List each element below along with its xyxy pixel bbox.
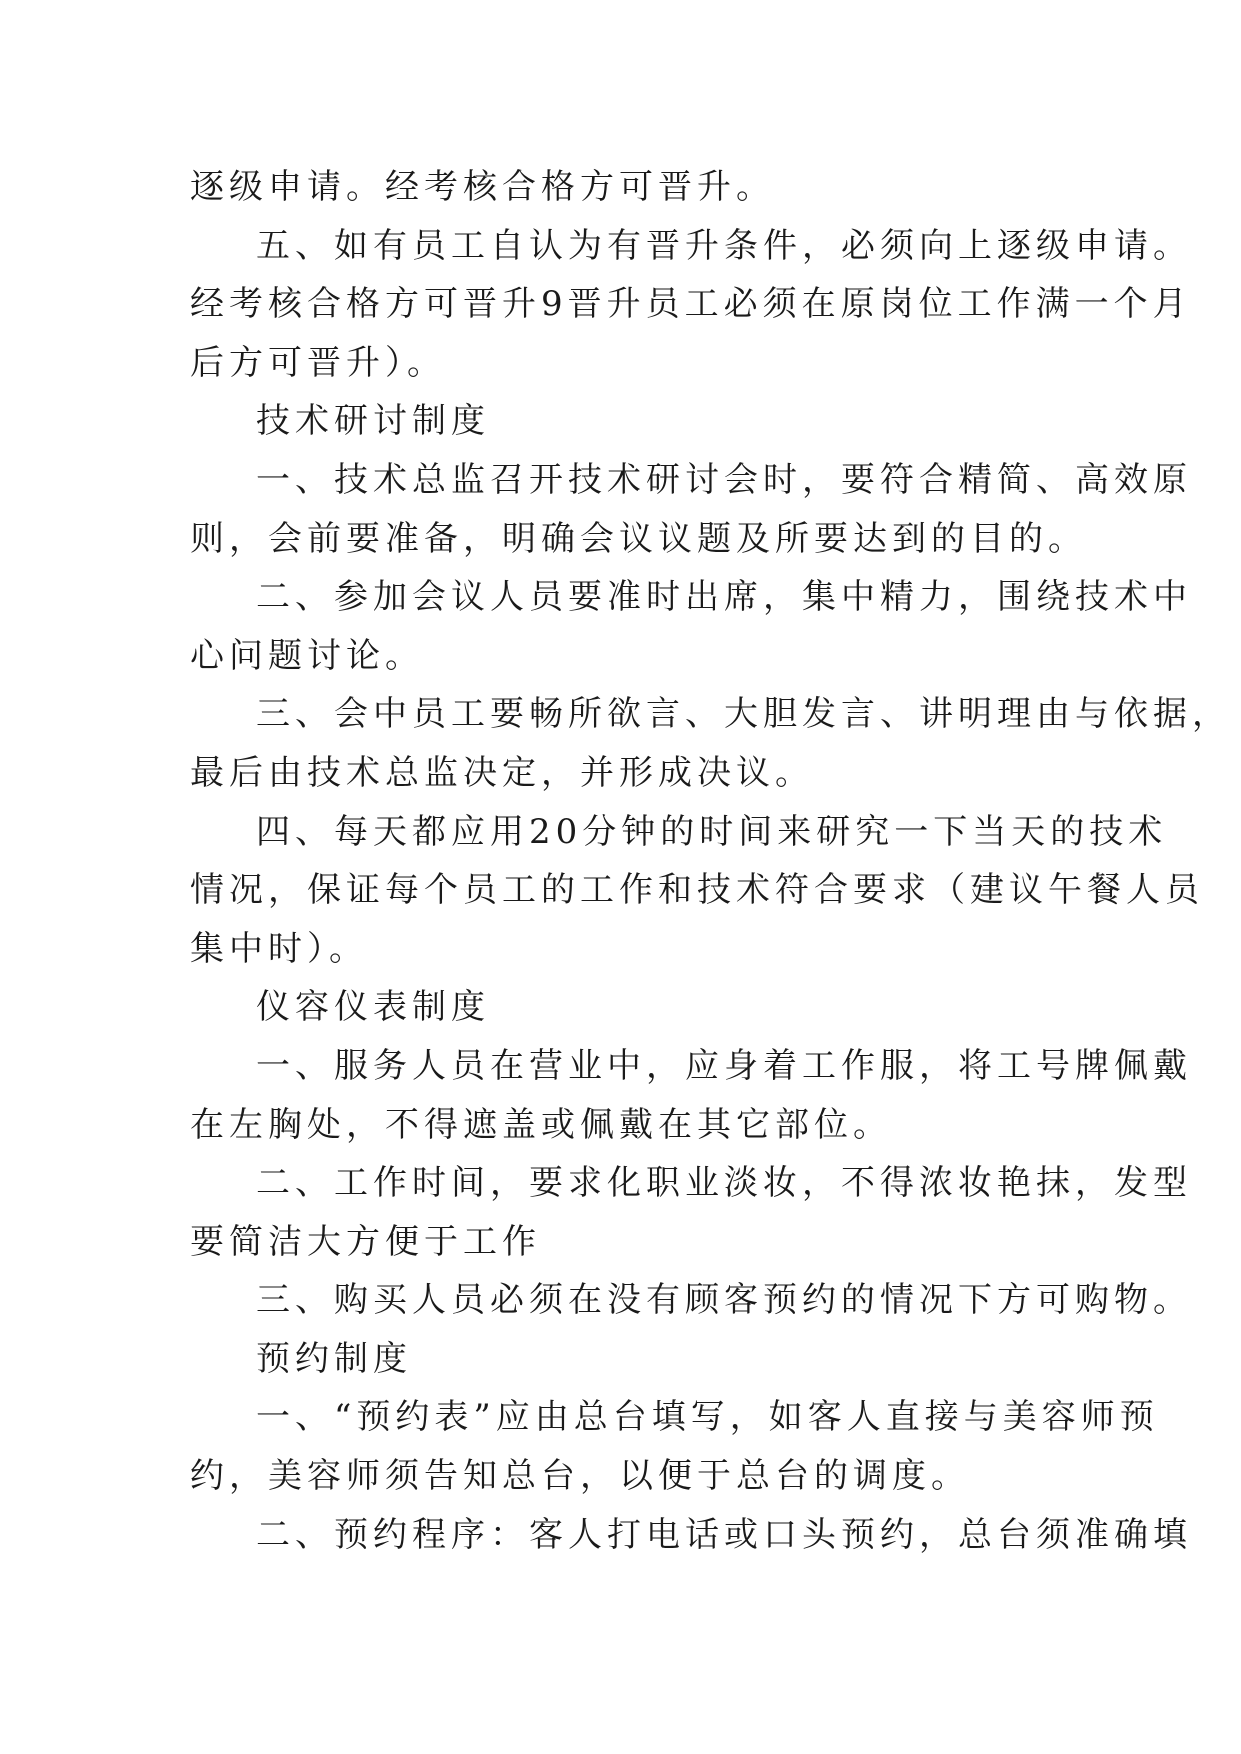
text-line: 最后由技术总监决定，并形成决议。 bbox=[190, 752, 814, 793]
text-line: 一、“预约表”应由总台填写，如客人直接与美容师预 bbox=[256, 1397, 1159, 1438]
text-line: 经考核合格方可晋升9晋升员工必须在原岗位工作满一个月 bbox=[190, 284, 1192, 325]
section-heading: 仪容仪表制度 bbox=[256, 987, 490, 1028]
text-line: 四、每天都应用20分钟的时间来研究一下当天的技术 bbox=[256, 811, 1168, 852]
text-line: 二、工作时间，要求化职业淡妆，不得浓妆艳抹，发型 bbox=[256, 1163, 1192, 1204]
text-line: 二、参加会议人员要准时出席，集中精力，围绕技术中 bbox=[256, 577, 1192, 618]
text-line: 后方可晋升）。 bbox=[190, 342, 446, 383]
text-line: 约，美容师须告知总台，以便于总台的调度。 bbox=[190, 1456, 970, 1497]
text-line: 要简洁大方便于工作 bbox=[190, 1221, 541, 1262]
text-line: 二、预约程序：客人打电话或口头预约，总台须准确填 bbox=[256, 1514, 1192, 1555]
text-line: 情况，保证每个员工的工作和技术符合要求（建议午餐人员 bbox=[190, 870, 1204, 911]
section-heading: 技术研讨制度 bbox=[256, 401, 490, 442]
text-line: 一、技术总监召开技术研讨会时，要符合精简、高效原 bbox=[256, 459, 1192, 500]
text-line: 一、服务人员在营业中，应身着工作服，将工号牌佩戴 bbox=[256, 1045, 1192, 1086]
text-line: 则，会前要准备，明确会议议题及所要达到的目的。 bbox=[190, 518, 1087, 559]
text-line: 三、购买人员必须在没有顾客预约的情况下方可购物。 bbox=[256, 1280, 1192, 1321]
text-line: 在左胸处，不得遮盖或佩戴在其它部位。 bbox=[190, 1104, 892, 1145]
text-line: 五、如有员工自认为有晋升条件，必须向上逐级申请。 bbox=[256, 225, 1192, 266]
document-body bbox=[190, 158, 1231, 1564]
section-heading: 预约制度 bbox=[256, 1338, 412, 1379]
text-line: 逐级申请。经考核合格方可晋升。 bbox=[190, 167, 775, 207]
text-line: 心问题讨论。 bbox=[190, 635, 424, 676]
text-line: 三、会中员工要畅所欲言、大胆发言、讲明理由与依据， bbox=[256, 694, 1231, 735]
text-line: 集中时）。 bbox=[190, 928, 368, 969]
